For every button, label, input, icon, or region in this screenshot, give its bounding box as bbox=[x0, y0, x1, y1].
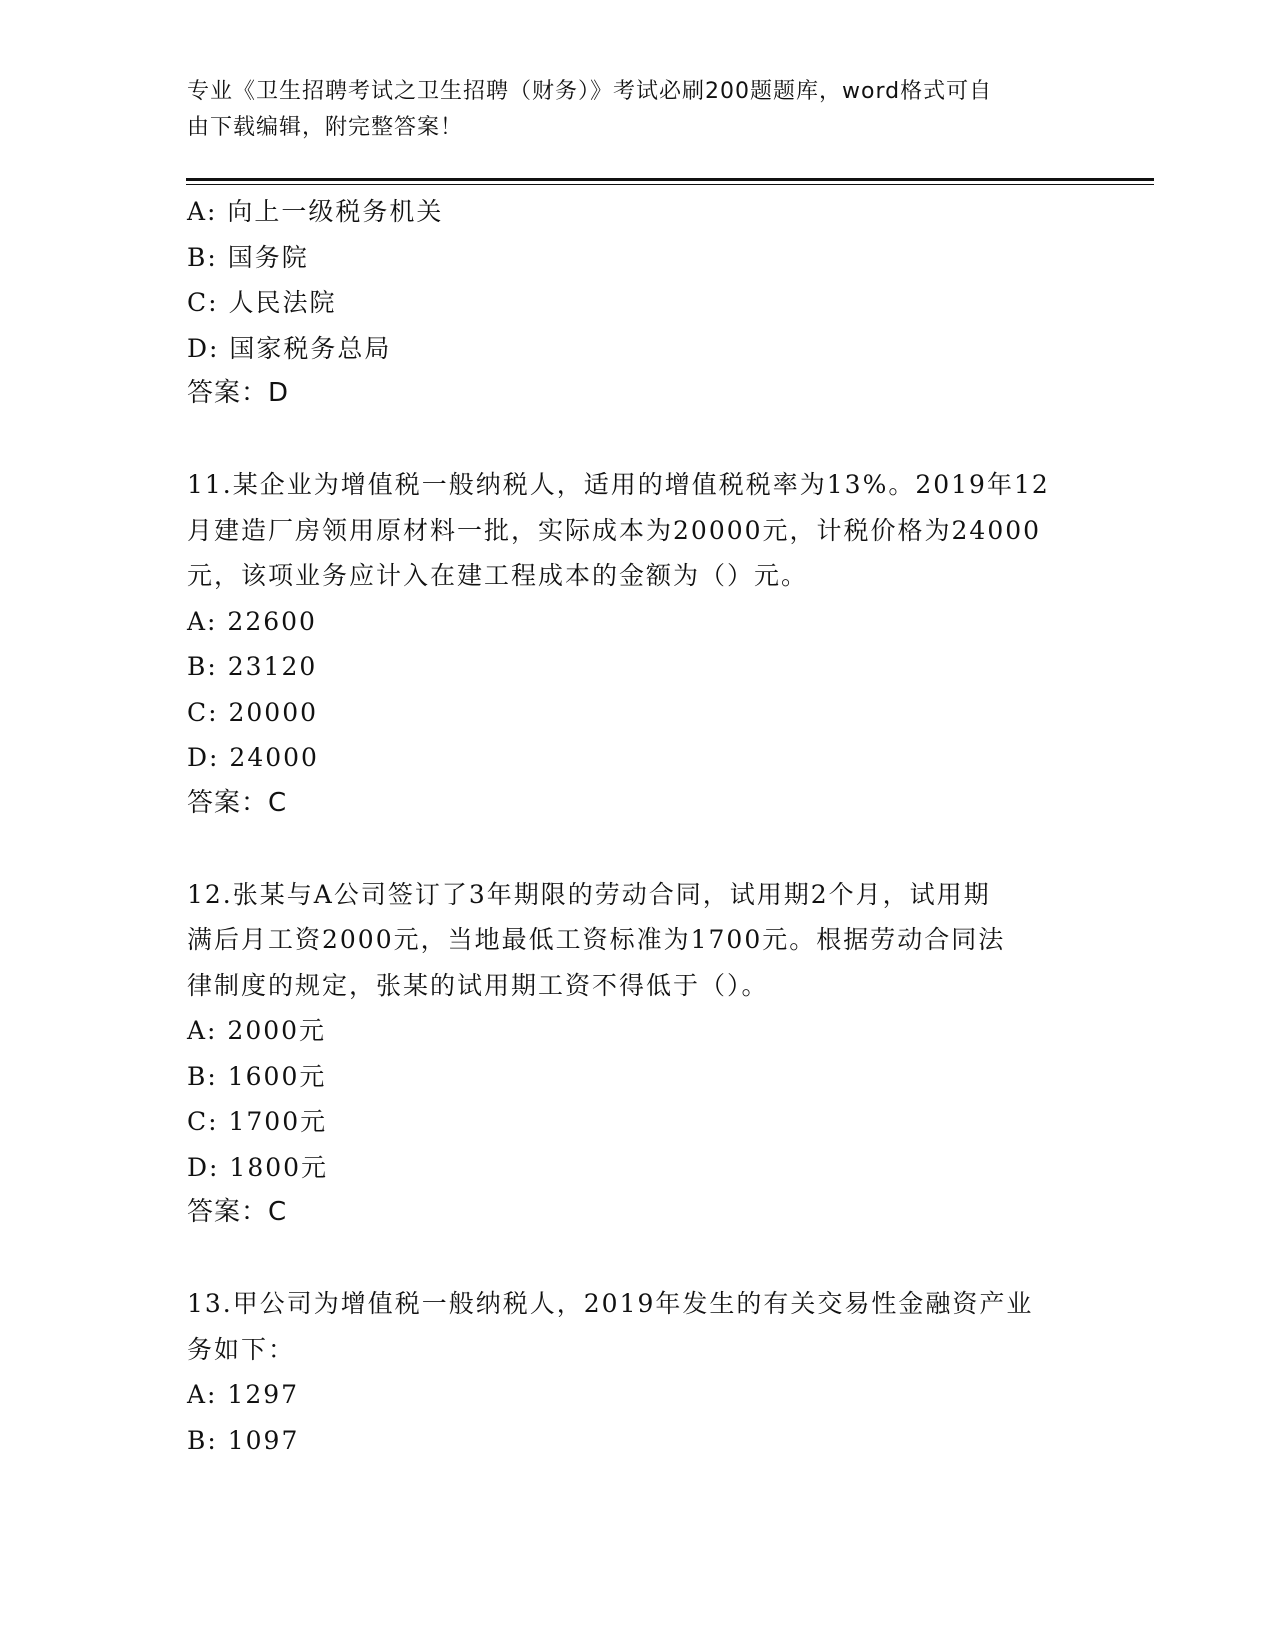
question-10 bbox=[187, 189, 1087, 417]
option-a: A: 2000元 bbox=[187, 1016, 327, 1045]
header-line-1: 专业《卫生招聘考试之卫生招聘（财务）》考试必刷200题题库，word格式可自 bbox=[187, 79, 993, 104]
option-b: B: 国务院 bbox=[187, 242, 309, 272]
option-d: D: 1800元 bbox=[187, 1152, 329, 1182]
header-divider-thin bbox=[186, 184, 1154, 185]
option-a: A: 22600 bbox=[187, 606, 317, 636]
question-stem-line: 元，该项业务应计入在建工程成本的金额为（）元。 bbox=[187, 561, 809, 590]
document-body bbox=[187, 189, 1087, 1463]
spacer bbox=[187, 1236, 1087, 1282]
option-a: A: 1297 bbox=[187, 1380, 300, 1409]
question-stem-line: 11.某企业为增值税一般纳税人，适用的增值税税率为13%。2019年12 bbox=[187, 470, 1050, 499]
answer: 答案：C bbox=[187, 787, 288, 818]
option-d: D: 国家税务总局 bbox=[187, 333, 392, 363]
option-c: C: 人民法院 bbox=[187, 288, 337, 317]
option-b: B: 1097 bbox=[187, 1425, 300, 1455]
answer: 答案：C bbox=[187, 1197, 288, 1227]
option-b: B: 23120 bbox=[187, 652, 318, 681]
spacer bbox=[187, 826, 1087, 872]
question-13 bbox=[187, 1281, 1087, 1463]
question-stem-line: 律制度的规定，张某的试用期工资不得低于（）。 bbox=[187, 970, 769, 1000]
option-a: A: 向上一级税务机关 bbox=[187, 197, 444, 226]
question-stem-line: 满后月工资2000元，当地最低工资标准为1700元。根据劳动合同法 bbox=[187, 925, 1006, 954]
question-stem-line: 12.张某与A公司签订了3年期限的劳动合同，试用期2个月，试用期 bbox=[187, 879, 991, 909]
question-12 bbox=[187, 872, 1087, 1236]
question-stem-line: 务如下： bbox=[187, 1334, 296, 1364]
option-c: C: 1700元 bbox=[187, 1107, 328, 1136]
answer: 答案：D bbox=[187, 378, 290, 408]
header-divider-thick bbox=[186, 178, 1154, 181]
option-d: D: 24000 bbox=[187, 743, 319, 772]
question-11 bbox=[187, 462, 1087, 826]
question-stem-line: 月建造厂房领用原材料一批，实际成本为20000元，计税价格为24000 bbox=[187, 515, 1042, 545]
option-c: C: 20000 bbox=[187, 697, 319, 727]
document-header bbox=[187, 74, 1087, 146]
question-stem-line: 13.甲公司为增值税一般纳税人，2019年发生的有关交易性金融资产业 bbox=[187, 1289, 1034, 1318]
option-b: B: 1600元 bbox=[187, 1061, 327, 1091]
spacer bbox=[187, 417, 1087, 463]
header-line-2: 由下载编辑，附完整答案！ bbox=[187, 115, 464, 140]
